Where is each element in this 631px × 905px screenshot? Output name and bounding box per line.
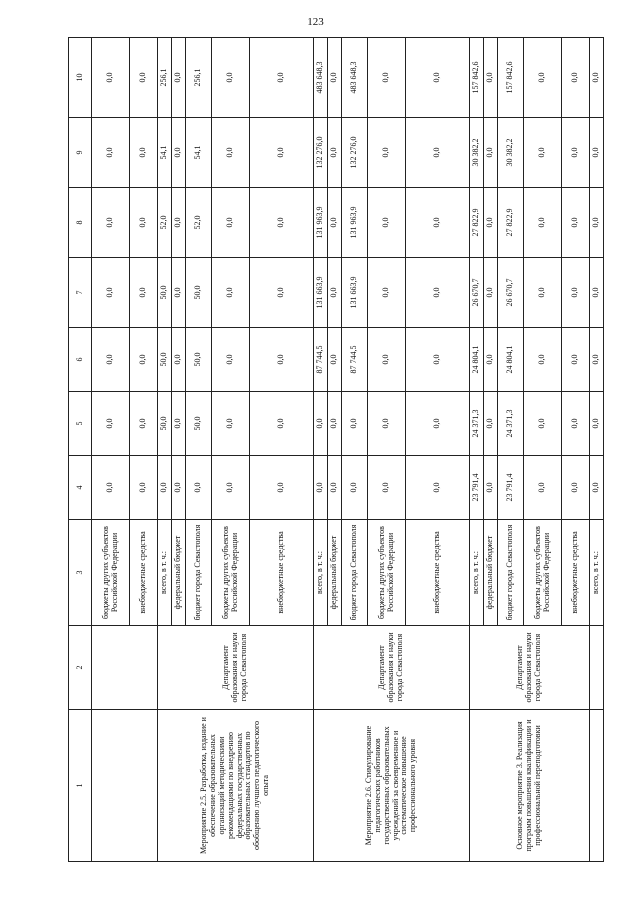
header-cell: 6 [69,328,92,392]
value-cell: 0,0 [406,188,470,258]
value-cell: 0,0 [368,392,406,456]
header-cell: 2 [69,626,92,710]
value-cell: 0,0 [172,456,186,520]
value-cell: 23 791,4 [470,456,484,520]
value-cell: 483 648,3 [314,38,328,118]
value-cell: 0,0 [484,456,498,520]
value-cell: 0,0 [250,258,314,328]
value-cell: 0,0 [212,392,250,456]
value-cell: 24 804,1 [498,328,524,392]
value-cell: 0,0 [562,392,590,456]
value-cell: 0,0 [92,118,130,188]
value-cell: 0,0 [92,456,130,520]
value-cell: 50,0 [158,328,172,392]
value-cell: 0,0 [562,328,590,392]
value-cell: 0,0 [562,258,590,328]
table-row [590,38,604,862]
source-cell: всего, в т. ч.: [158,520,172,626]
value-cell: 0,0 [590,392,604,456]
executor-cell: Департамент образования и науки города Севастополя [158,626,314,710]
value-cell: 50,0 [186,258,212,328]
value-cell: 0,0 [130,188,158,258]
value-cell: 0,0 [172,118,186,188]
value-cell: 0,0 [524,456,562,520]
table-row [158,38,172,862]
value-cell: 0,0 [130,456,158,520]
source-cell: федеральный бюджет [172,520,186,626]
table-row [314,38,328,862]
header-cell: 1 [69,710,92,862]
value-cell: 0,0 [328,188,342,258]
value-cell: 0,0 [524,188,562,258]
value-cell: 0,0 [92,392,130,456]
page-number: 123 [307,16,324,28]
value-cell: 256,1 [158,38,172,118]
value-cell: 0,0 [590,258,604,328]
value-cell: 0,0 [328,118,342,188]
value-cell: 0,0 [368,118,406,188]
value-cell: 26 670,7 [498,258,524,328]
value-cell: 0,0 [342,456,368,520]
value-cell: 0,0 [328,258,342,328]
value-cell: 132 276,0 [342,118,368,188]
value-cell: 0,0 [342,392,368,456]
value-cell: 50,0 [158,258,172,328]
header-row [69,38,92,862]
source-cell: внебюджетные средства [130,520,158,626]
value-cell: 0,0 [562,118,590,188]
value-cell: 0,0 [158,456,172,520]
value-cell: 0,0 [406,392,470,456]
value-cell: 132 276,0 [314,118,328,188]
value-cell: 0,0 [368,456,406,520]
value-cell: 0,0 [172,188,186,258]
value-cell: 0,0 [250,38,314,118]
executor-cell: Департамент образования и науки города Севастополя [470,626,590,710]
source-cell: всего, в т. ч.: [314,520,328,626]
source-cell: всего, в т. ч.: [470,520,484,626]
event-cell-empty [92,710,158,862]
value-cell: 50,0 [158,392,172,456]
value-cell: 131 963,9 [342,188,368,258]
source-cell: внебюджетные средства [250,520,314,626]
value-cell: 26 670,7 [470,258,484,328]
value-cell: 0,0 [484,258,498,328]
value-cell: 0,0 [406,258,470,328]
value-cell: 0,0 [250,392,314,456]
executor-cell: Департамент образования и науки города Севастополя [314,626,470,710]
value-cell: 0,0 [250,118,314,188]
value-cell: 0,0 [172,392,186,456]
header-cell: 4 [69,456,92,520]
value-cell: 24 371,3 [498,392,524,456]
value-cell: 0,0 [484,38,498,118]
value-cell: 0,0 [212,38,250,118]
value-cell: 0,0 [92,328,130,392]
value-cell: 0,0 [368,258,406,328]
value-cell: 30 382,2 [470,118,484,188]
value-cell: 0,0 [328,328,342,392]
value-cell: 0,0 [212,188,250,258]
value-cell: 0,0 [92,38,130,118]
value-cell: 0,0 [250,456,314,520]
value-cell: 0,0 [92,258,130,328]
source-cell: бюджет города Севастополя [186,520,212,626]
value-cell: 483 648,3 [342,38,368,118]
value-cell: 50,0 [186,392,212,456]
value-cell: 0,0 [328,456,342,520]
value-cell: 0,0 [212,118,250,188]
rotated-table-container [68,38,601,862]
value-cell: 0,0 [130,328,158,392]
value-cell: 157 842,6 [498,38,524,118]
value-cell: 0,0 [562,456,590,520]
value-cell: 0,0 [328,392,342,456]
value-cell: 0,0 [590,38,604,118]
value-cell: 0,0 [484,118,498,188]
table-row [92,38,130,862]
value-cell: 0,0 [186,456,212,520]
value-cell: 0,0 [524,258,562,328]
value-cell: 0,0 [250,328,314,392]
source-cell: бюджеты других субъектов Российской Федерации [92,520,130,626]
event-cell-empty [590,710,604,862]
header-cell: 5 [69,392,92,456]
value-cell: 0,0 [562,38,590,118]
value-cell: 30 382,2 [498,118,524,188]
header-cell: 8 [69,188,92,258]
value-cell: 0,0 [406,38,470,118]
source-cell: федеральный бюджет [328,520,342,626]
value-cell: 0,0 [368,38,406,118]
event-cell: Основное мероприятие 3. Реализация программ повышения квалификации и профессиональной переподготовки [470,710,590,862]
value-cell: 0,0 [524,118,562,188]
value-cell: 24 371,3 [470,392,484,456]
value-cell: 87 744,5 [314,328,328,392]
value-cell: 0,0 [250,188,314,258]
value-cell: 0,0 [212,456,250,520]
header-cell: 10 [69,38,92,118]
value-cell: 54,1 [186,118,212,188]
value-cell: 0,0 [406,118,470,188]
value-cell: 0,0 [368,328,406,392]
value-cell: 131 663,9 [314,258,328,328]
value-cell: 0,0 [92,188,130,258]
value-cell: 54,1 [158,118,172,188]
value-cell: 0,0 [130,392,158,456]
value-cell: 0,0 [524,38,562,118]
source-cell: бюджеты других субъектов Российской Федерации [368,520,406,626]
value-cell: 0,0 [328,38,342,118]
source-cell: бюджет города Севастополя [498,520,524,626]
value-cell: 0,0 [172,328,186,392]
source-cell: внебюджетные средства [406,520,470,626]
value-cell: 87 744,5 [342,328,368,392]
source-cell: бюджеты других субъектов Российской Федерации [524,520,562,626]
value-cell: 0,0 [368,188,406,258]
value-cell: 50,0 [186,328,212,392]
value-cell: 0,0 [314,456,328,520]
value-cell: 0,0 [130,118,158,188]
value-cell: 0,0 [484,328,498,392]
source-cell: бюджет города Севастополя [342,520,368,626]
value-cell: 256,1 [186,38,212,118]
header-cell: 7 [69,258,92,328]
event-cell: Мероприятие 2.6. Стимулирование педагогических работников государственных образовательных учреждений за своевременное и систематическое повышение профессионального уровня [314,710,470,862]
value-cell: 0,0 [590,456,604,520]
header-cell: 3 [69,520,92,626]
source-cell: внебюджетные средства [562,520,590,626]
value-cell: 131 963,9 [314,188,328,258]
value-cell: 0,0 [172,258,186,328]
value-cell: 0,0 [590,188,604,258]
value-cell: 0,0 [314,392,328,456]
value-cell: 0,0 [562,188,590,258]
value-cell: 27 822,9 [498,188,524,258]
source-cell: бюджеты других субъектов Российской Федерации [212,520,250,626]
value-cell: 0,0 [484,392,498,456]
value-cell: 0,0 [590,328,604,392]
value-cell: 0,0 [172,38,186,118]
value-cell: 52,0 [186,188,212,258]
value-cell: 0,0 [590,118,604,188]
value-cell: 0,0 [212,328,250,392]
value-cell: 0,0 [130,38,158,118]
table-row [470,38,484,862]
executor-cell-empty [92,626,158,710]
value-cell: 0,0 [524,392,562,456]
header-cell: 9 [69,118,92,188]
value-cell: 24 804,1 [470,328,484,392]
value-cell: 27 822,9 [470,188,484,258]
value-cell: 0,0 [406,456,470,520]
value-cell: 0,0 [406,328,470,392]
event-cell: Мероприятие 2.5. Разработка, издание и обеспечение образовательных организаций методическими рекомендациями по внедрению федеральных государственных образовательных стандартов по обобщению лучшего педагогического опыта [158,710,314,862]
executor-cell-empty [590,626,604,710]
value-cell: 0,0 [130,258,158,328]
value-cell: 131 663,9 [342,258,368,328]
value-cell: 23 791,4 [498,456,524,520]
value-cell: 0,0 [212,258,250,328]
value-cell: 52,0 [158,188,172,258]
value-cell: 0,0 [484,188,498,258]
source-cell: всего, в т. ч.: [590,520,604,626]
budget-table [68,37,604,862]
value-cell: 157 842,6 [470,38,484,118]
source-cell: федеральный бюджет [484,520,498,626]
value-cell: 0,0 [524,328,562,392]
